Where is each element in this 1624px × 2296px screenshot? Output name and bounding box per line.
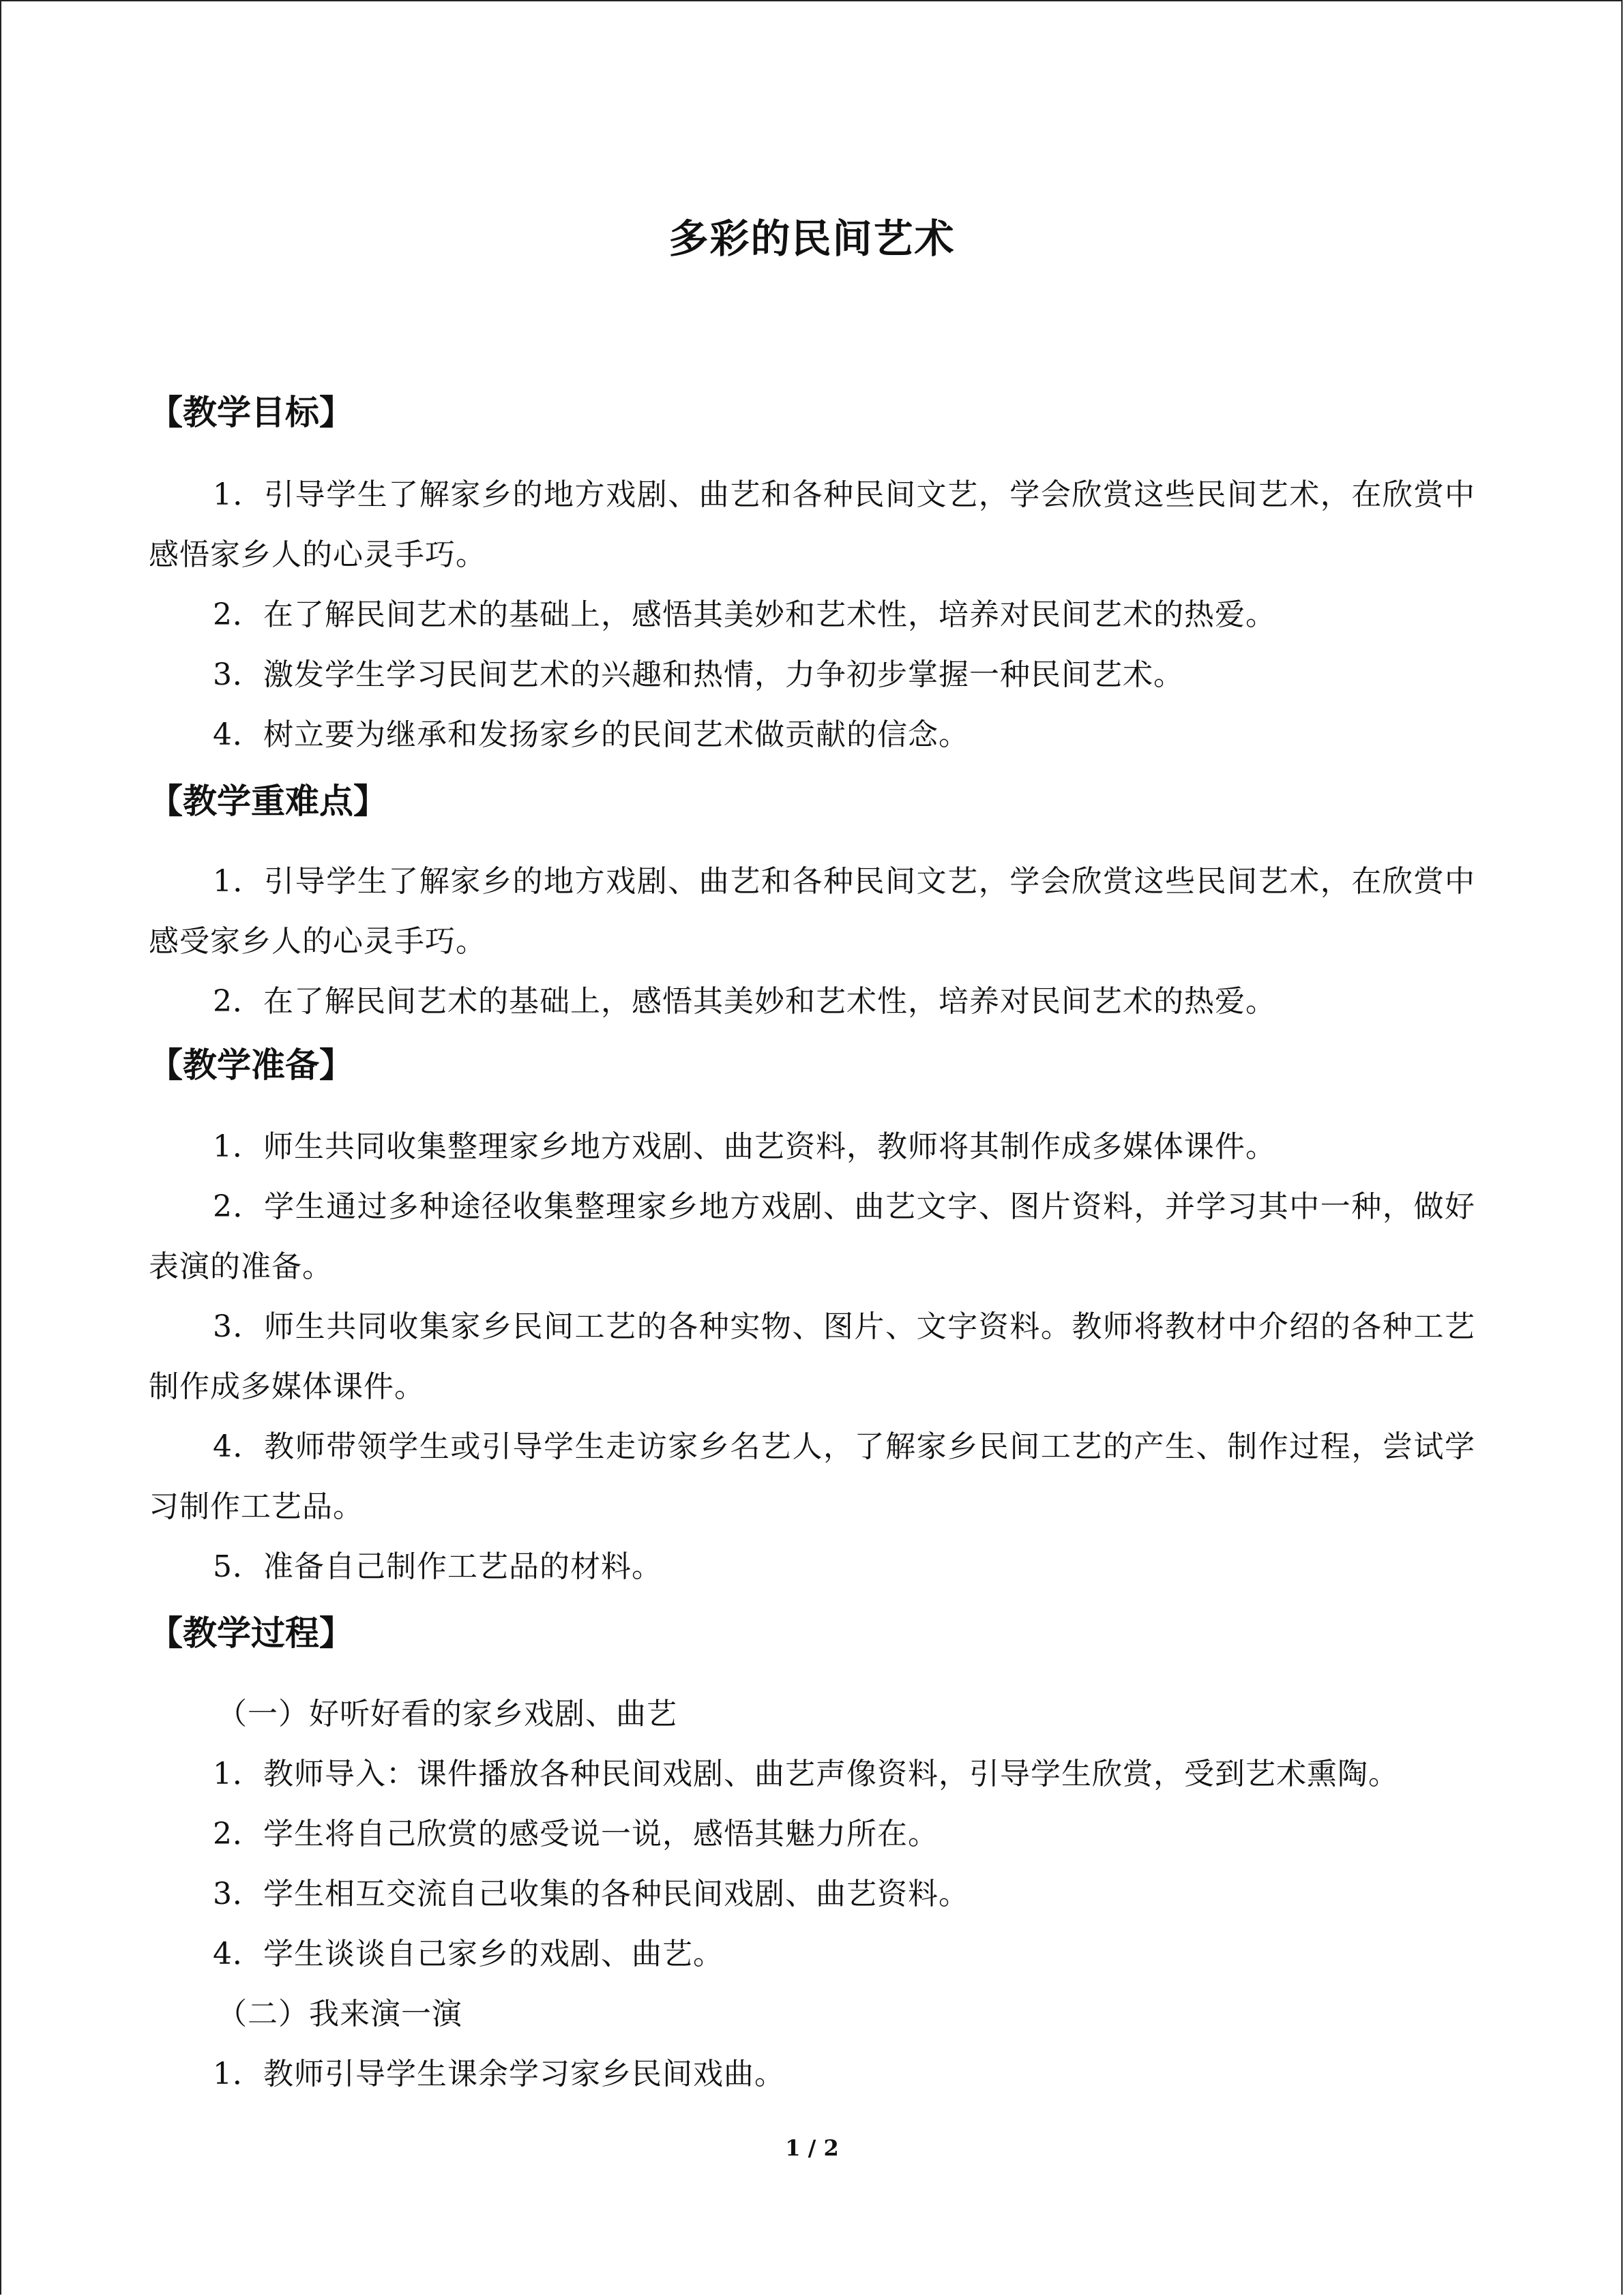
preparation-item: 4．教师带领学生或引导学生走访家乡名艺人，了解家乡民间工艺的产生、制作过程，尝试学习制作工艺品。 (149, 1429, 1475, 1524)
process-item: 2．学生将自己欣赏的感受说一说，感悟其魅力所在。 (213, 1817, 939, 1851)
process-item: 3．学生相互交流自己收集的各种民间戏剧、曲艺资料。 (213, 1877, 969, 1911)
key-point-item: 1．引导学生了解家乡的地方戏剧、曲艺和各种民间文艺，学会欣赏这些民间艺术，在欣赏中感受家乡人的心灵手巧。 (149, 864, 1475, 959)
preparation-item: 2．学生通过多种途径收集整理家乡地方戏剧、曲艺文字、图片资料，并学习其中一种，做好表演的准备。 (149, 1189, 1475, 1284)
heading-preparation: 【教学准备】 (149, 1045, 353, 1085)
key-point-item: 2．在了解民间艺术的基础上，感悟其美妙和艺术性，培养对民间艺术的热爱。 (213, 984, 1276, 1019)
process-item: 4．学生谈谈自己家乡的戏剧、曲艺。 (213, 1937, 724, 1971)
objective-item: 1．引导学生了解家乡的地方戏剧、曲艺和各种民间文艺，学会欣赏这些民间艺术，在欣赏中感悟家乡人的心灵手巧。 (149, 477, 1475, 572)
objective-item: 3．激发学生学习民间艺术的兴趣和热情，力争初步掌握一种民间艺术。 (213, 657, 1184, 692)
preparation-item: 3．师生共同收集家乡民间工艺的各种实物、图片、文字资料。教师将教材中介绍的各种工艺制作成多媒体课件。 (149, 1309, 1475, 1404)
preparation-item: 5．准备自己制作工艺品的材料。 (213, 1549, 662, 1584)
process-item: 1．教师导入：课件播放各种民间戏剧、曲艺声像资料，引导学生欣赏，受到艺术熏陶。 (213, 1757, 1399, 1791)
document-title: 多彩的民间艺术 (668, 215, 956, 262)
heading-key-points: 【教学重难点】 (149, 781, 387, 821)
process-subsection-title: （一）好听好看的家乡戏剧、曲艺 (217, 1697, 677, 1731)
heading-process: 【教学过程】 (149, 1613, 353, 1653)
heading-objectives: 【教学目标】 (149, 393, 353, 432)
process-item: 1．教师引导学生课余学习家乡民间戏曲。 (213, 2057, 785, 2091)
objective-item: 2．在了解民间艺术的基础上，感悟其美妙和艺术性，培养对民间艺术的热爱。 (213, 597, 1276, 632)
process-subsection-title: （二）我来演一演 (217, 1997, 462, 2031)
preparation-item: 1．师生共同收集整理家乡地方戏剧、曲艺资料，教师将其制作成多媒体课件。 (213, 1129, 1276, 1164)
page-number: 1 / 2 (785, 2135, 839, 2161)
objective-item: 4．树立要为继承和发扬家乡的民间艺术做贡献的信念。 (213, 717, 969, 752)
